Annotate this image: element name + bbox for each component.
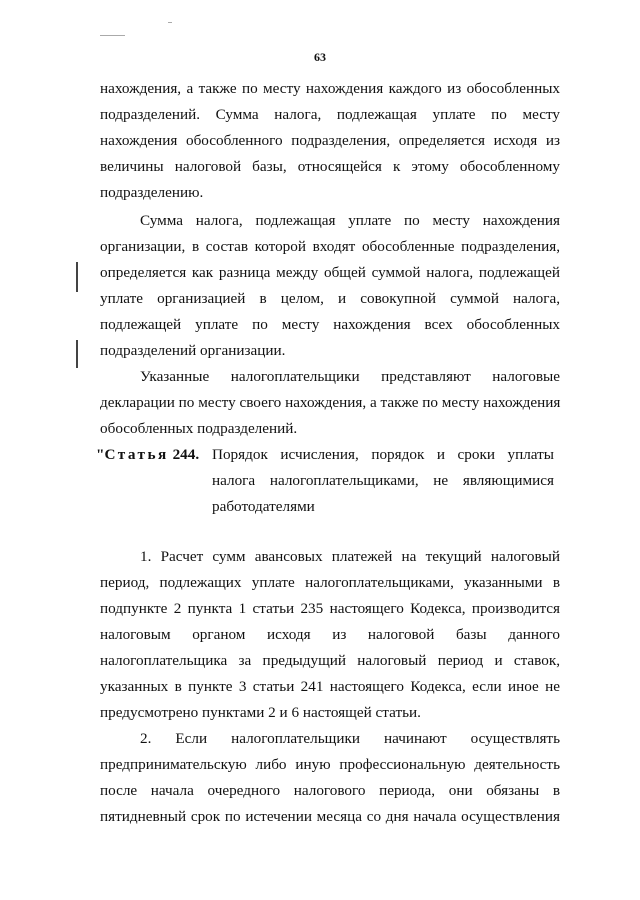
title-line: Порядок исчисления, порядок и сроки уплаты xyxy=(212,446,554,463)
text-line: нахождения обособленного подразделения, определяется исходя из xyxy=(100,132,560,149)
text-line: указанных в пункте 3 статьи 241 настоящего Кодекса, если иное не xyxy=(100,678,560,695)
text-line: предусмотрено пунктами 2 и 6 настоящей статьи. xyxy=(100,704,421,721)
text-line: нахождения, а также по месту нахождения каждого из обособленных xyxy=(100,80,560,97)
text-line: подразделений организации. xyxy=(100,342,286,359)
page-number: 63 xyxy=(314,50,326,64)
text-line: налоговым органом исходя из налоговой базы данного xyxy=(100,626,560,643)
paragraph-tax-amount xyxy=(100,208,560,364)
text-line: подлежащей уплате по месту нахождения всех обособленных xyxy=(100,316,560,333)
text-line: определяется как разница между общей суммой налога, подлежащей xyxy=(100,264,560,281)
text-line: подразделений. Сумма налога, подлежащая уплате по месту xyxy=(100,106,560,123)
text-line: период, подлежащих уплате налогоплательщиками, указанными в xyxy=(100,574,560,591)
text-line: 2. Если налогоплательщики начинают осуществлять xyxy=(140,730,560,747)
scan-speck-top-2 xyxy=(168,22,172,23)
text-line: пятидневный срок по истечении месяца со дня начала осуществления xyxy=(100,808,560,825)
paragraph-item-2 xyxy=(100,726,560,830)
text-line: величины налоговой базы, относящейся к этому обособленному xyxy=(100,158,560,175)
paragraph-continuation xyxy=(100,76,560,206)
paragraph-item-1 xyxy=(100,544,560,726)
article-num: 244. xyxy=(172,446,200,463)
text-line: предпринимательскую либо иную профессиональную деятельность xyxy=(100,756,560,773)
article-label: Статья xyxy=(104,446,169,463)
paragraph-declarations xyxy=(100,364,560,442)
article-number xyxy=(96,442,199,468)
text-line: Сумма налога, подлежащая уплате по месту нахождения xyxy=(140,212,560,229)
text-line: после начала очередного налогового периода, они обязаны в xyxy=(100,782,560,799)
text-line: налогоплательщика за предыдущий налоговый период и ставок, xyxy=(100,652,560,669)
article-title xyxy=(212,442,554,520)
title-line: налога налогоплательщиками, не являющимися xyxy=(212,472,554,489)
text-line: обособленных подразделений. xyxy=(100,420,298,437)
scan-speck-top xyxy=(100,35,125,36)
text-line: подразделению. xyxy=(100,184,204,201)
title-line: работодателями xyxy=(212,498,315,515)
text-line: Указанные налогоплательщики представляют налоговые xyxy=(140,368,560,385)
scan-mark-left-1 xyxy=(76,262,78,292)
article-quote: " xyxy=(96,446,105,463)
text-line: уплате организацией в целом, и совокупной суммой налога, xyxy=(100,290,560,307)
text-line: организации, в состав которой входят обособленные подразделения, xyxy=(100,238,560,255)
text-line: декларации по месту своего нахождения, а также по месту нахождения xyxy=(100,394,561,411)
text-line: подпункте 2 пункта 1 статьи 235 настоящего Кодекса, производится xyxy=(100,600,560,617)
scan-mark-left-2 xyxy=(76,340,78,368)
text-line: 1. Расчет сумм авансовых платежей на текущий налоговый xyxy=(140,548,560,565)
